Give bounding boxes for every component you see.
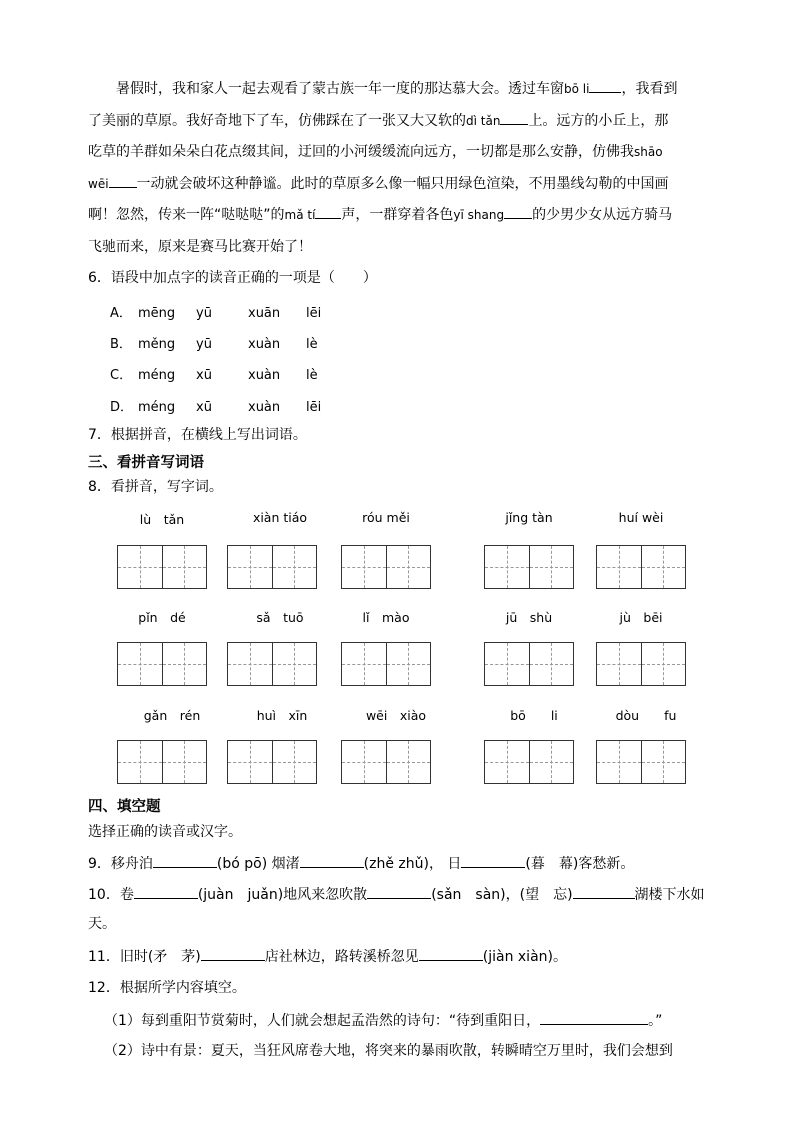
pinyin-label: jǐng tàn xyxy=(505,510,553,525)
passage-line-4: wēi 一动就会破坏这种静谧。此时的草原多么像一幅只用绿色渲染，不用墨线勾勒的中国画 xyxy=(88,169,710,201)
writing-grid[interactable] xyxy=(227,545,317,589)
writing-grid[interactable] xyxy=(341,642,431,686)
pinyin-label: gǎn rén xyxy=(143,708,201,723)
pinyin-label: jū shù xyxy=(505,610,553,625)
passage xyxy=(88,74,710,264)
answer-blank[interactable] xyxy=(500,110,528,125)
pinyin-label: lǐ mào xyxy=(362,610,410,625)
option-b[interactable]: B． měng yū xuàn lè xyxy=(110,337,318,352)
writing-grid[interactable] xyxy=(484,642,574,686)
writing-grid[interactable] xyxy=(227,740,317,784)
writing-grid[interactable] xyxy=(227,642,317,686)
answer-blank[interactable] xyxy=(201,946,265,961)
writing-grid[interactable] xyxy=(341,545,431,589)
passage-line-6: 飞驰而来，原来是赛马比赛开始了！ xyxy=(88,238,312,255)
answer-blank[interactable] xyxy=(419,946,483,961)
answer-blank[interactable] xyxy=(573,884,635,899)
answer-blank[interactable] xyxy=(134,884,198,899)
answer-blank[interactable] xyxy=(300,853,364,868)
writing-grid[interactable] xyxy=(117,642,207,686)
pinyin-label: pǐn dé xyxy=(138,610,186,625)
section-3-heading: 三、看拼音写词语 xyxy=(88,455,204,471)
passage-line-3: 吃草的羊群如朵朵白花点缀其间，迂回的小河缓缓流向远方，一切都是那么安静，仿佛我shāo xyxy=(88,144,663,161)
question-8: 8．看拼音，写字词。 xyxy=(88,479,223,495)
answer-blank[interactable] xyxy=(540,1010,648,1025)
option-a[interactable]: A． mēng yū xuān lēi xyxy=(110,306,322,321)
writing-grid[interactable] xyxy=(596,642,686,686)
instruction: 选择正确的读音或汉字。 xyxy=(88,824,242,840)
writing-grid[interactable] xyxy=(596,545,686,589)
pinyin-label: lù tǎn xyxy=(139,512,185,527)
question-6: 6．语段中加点字的读音正确的一项是（ ） xyxy=(88,270,377,286)
writing-grid[interactable] xyxy=(484,740,574,784)
pinyin-label: wēi xiào xyxy=(365,708,427,723)
pinyin-label: huì xīn xyxy=(256,708,308,723)
pinyin-label: dòu fu xyxy=(615,708,677,723)
pinyin-label: huí wèi xyxy=(618,510,664,525)
answer-blank[interactable] xyxy=(589,78,621,93)
passage-line-5: 啊！忽然，传来一阵“哒哒哒”的mǎ tí 声，一群穿着各色yī shang 的少男少女从远方骑马 xyxy=(88,200,710,232)
question-12-2: （2）诗中有景：夏天，当狂风席卷大地，将突来的暴雨吹散，转瞬晴空万里时，我们会想到 xyxy=(104,1043,673,1059)
writing-grid[interactable] xyxy=(117,545,207,589)
answer-blank[interactable] xyxy=(367,884,431,899)
option-c[interactable]: C． méng xū xuàn lè xyxy=(110,368,318,383)
question-10-cont: 天。 xyxy=(88,916,116,932)
answer-blank[interactable] xyxy=(109,173,137,188)
pinyin-label: bō li xyxy=(510,708,558,723)
writing-grid[interactable] xyxy=(341,740,431,784)
passage-line-2: 了美丽的草原。我好奇地下了车，仿佛踩在了一张又大又软的dì tǎn 上。远方的小丘上，那 xyxy=(88,106,710,138)
question-10: 10．卷 (juàn juǎn)地风来忽吹散 (sǎn sàn)，(望 忘) 湖楼下水如 xyxy=(88,884,705,905)
answer-blank[interactable] xyxy=(315,204,341,219)
pinyin-label: jù bēi xyxy=(619,610,663,625)
answer-blank[interactable] xyxy=(461,853,525,868)
question-12-1: （1）每到重阳节赏菊时，人们就会想起孟浩然的诗句：“待到重阳日， 。” xyxy=(104,1010,662,1031)
pinyin-label: xiàn tiáo xyxy=(252,510,308,525)
writing-grid[interactable] xyxy=(596,740,686,784)
pinyin-label: sǎ tuō xyxy=(256,610,304,625)
question-7: 7．根据拼音，在横线上写出词语。 xyxy=(88,427,307,443)
answer-blank[interactable] xyxy=(504,204,532,219)
question-11: 11．旧时(矛 茅) 店社林边，路转溪桥忽见 (jiàn xiàn)。 xyxy=(88,946,567,967)
option-d[interactable]: D． méng xū xuàn lēi xyxy=(110,400,322,415)
pinyin-label: róu měi xyxy=(362,510,410,525)
passage-line-1: 暑假时，我和家人一起去观看了蒙古族一年一度的那达慕大会。透过车窗bō li ，我看到 xyxy=(88,74,710,106)
writing-grid[interactable] xyxy=(484,545,574,589)
writing-grid[interactable] xyxy=(117,740,207,784)
section-4-heading: 四、填空题 xyxy=(88,799,161,815)
question-9: 9．移舟泊 (bó pō) 烟渚 (zhě zhǔ)， 日 (暮 幕)客愁新。 xyxy=(88,853,634,874)
question-12: 12．根据所学内容填空。 xyxy=(88,980,246,996)
answer-blank[interactable] xyxy=(153,853,217,868)
